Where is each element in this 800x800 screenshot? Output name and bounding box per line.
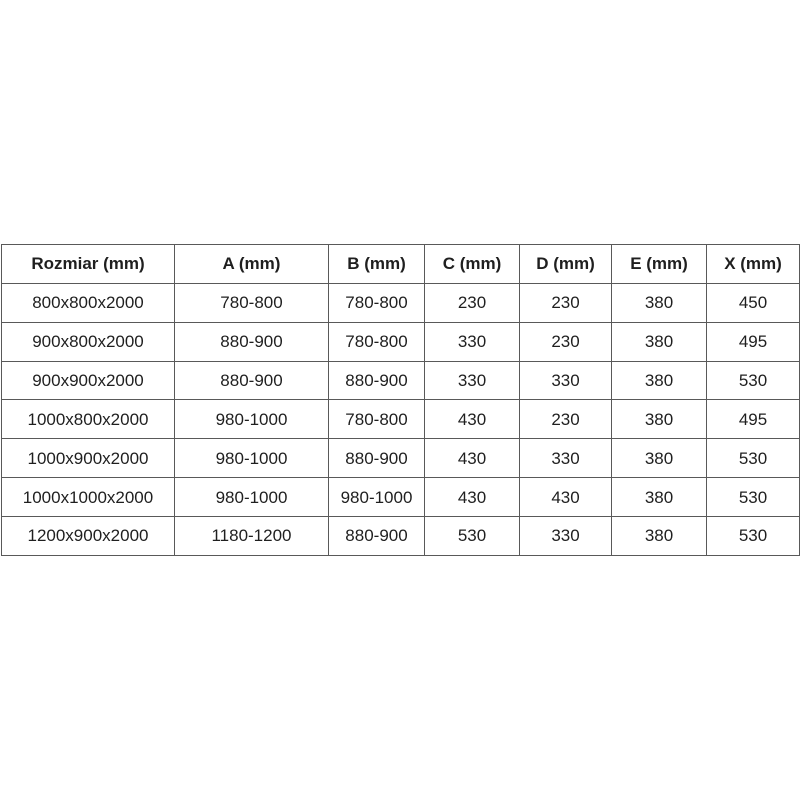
table-cell: 780-800 [329,283,425,322]
table-cell: 530 [707,517,800,556]
header-row [2,245,800,284]
table-cell: 430 [520,478,612,517]
table-cell: 880-900 [329,439,425,478]
column-header-2: B (mm) [329,245,425,284]
table-cell: 980-1000 [175,478,329,517]
table-cell: 780-800 [175,283,329,322]
table-cell: 330 [425,322,520,361]
table-cell: 430 [425,478,520,517]
table-cell: 380 [612,439,707,478]
table-cell: 530 [425,517,520,556]
table-cell: 530 [707,478,800,517]
table-cell: 495 [707,322,800,361]
table-cell: 330 [520,361,612,400]
column-header-0: Rozmiar (mm) [2,245,175,284]
table-cell: 430 [425,439,520,478]
table-cell: 380 [612,283,707,322]
table-row [2,517,800,556]
table-cell: 380 [612,517,707,556]
table-row [2,439,800,478]
table-cell: 780-800 [329,322,425,361]
table-cell: 230 [425,283,520,322]
table-cell: 1180-1200 [175,517,329,556]
table-cell: 495 [707,400,800,439]
dimensions-table-container [1,244,799,556]
column-header-1: A (mm) [175,245,329,284]
table-cell: 450 [707,283,800,322]
table-cell: 880-900 [329,517,425,556]
table-cell: 530 [707,439,800,478]
table-header [2,245,800,284]
dimensions-table [1,244,800,556]
table-cell: 980-1000 [175,439,329,478]
table-cell: 230 [520,322,612,361]
table-cell: 980-1000 [175,400,329,439]
table-cell: 880-900 [175,322,329,361]
table-row [2,361,800,400]
table-cell: 1000x900x2000 [2,439,175,478]
table-cell: 1000x800x2000 [2,400,175,439]
table-row [2,322,800,361]
column-header-6: X (mm) [707,245,800,284]
table-cell: 330 [425,361,520,400]
column-header-3: C (mm) [425,245,520,284]
table-cell: 880-900 [329,361,425,400]
table-row [2,283,800,322]
table-row [2,400,800,439]
table-cell: 880-900 [175,361,329,400]
table-cell: 530 [707,361,800,400]
table-cell: 230 [520,283,612,322]
table-cell: 230 [520,400,612,439]
table-cell: 380 [612,322,707,361]
table-cell: 380 [612,400,707,439]
table-cell: 430 [425,400,520,439]
table-cell: 1000x1000x2000 [2,478,175,517]
table-cell: 980-1000 [329,478,425,517]
table-cell: 780-800 [329,400,425,439]
table-cell: 330 [520,517,612,556]
table-cell: 330 [520,439,612,478]
table-row [2,478,800,517]
table-cell: 1200x900x2000 [2,517,175,556]
table-cell: 900x900x2000 [2,361,175,400]
table-cell: 800x800x2000 [2,283,175,322]
column-header-4: D (mm) [520,245,612,284]
column-header-5: E (mm) [612,245,707,284]
table-cell: 900x800x2000 [2,322,175,361]
table-cell: 380 [612,478,707,517]
table-body [2,283,800,555]
table-cell: 380 [612,361,707,400]
